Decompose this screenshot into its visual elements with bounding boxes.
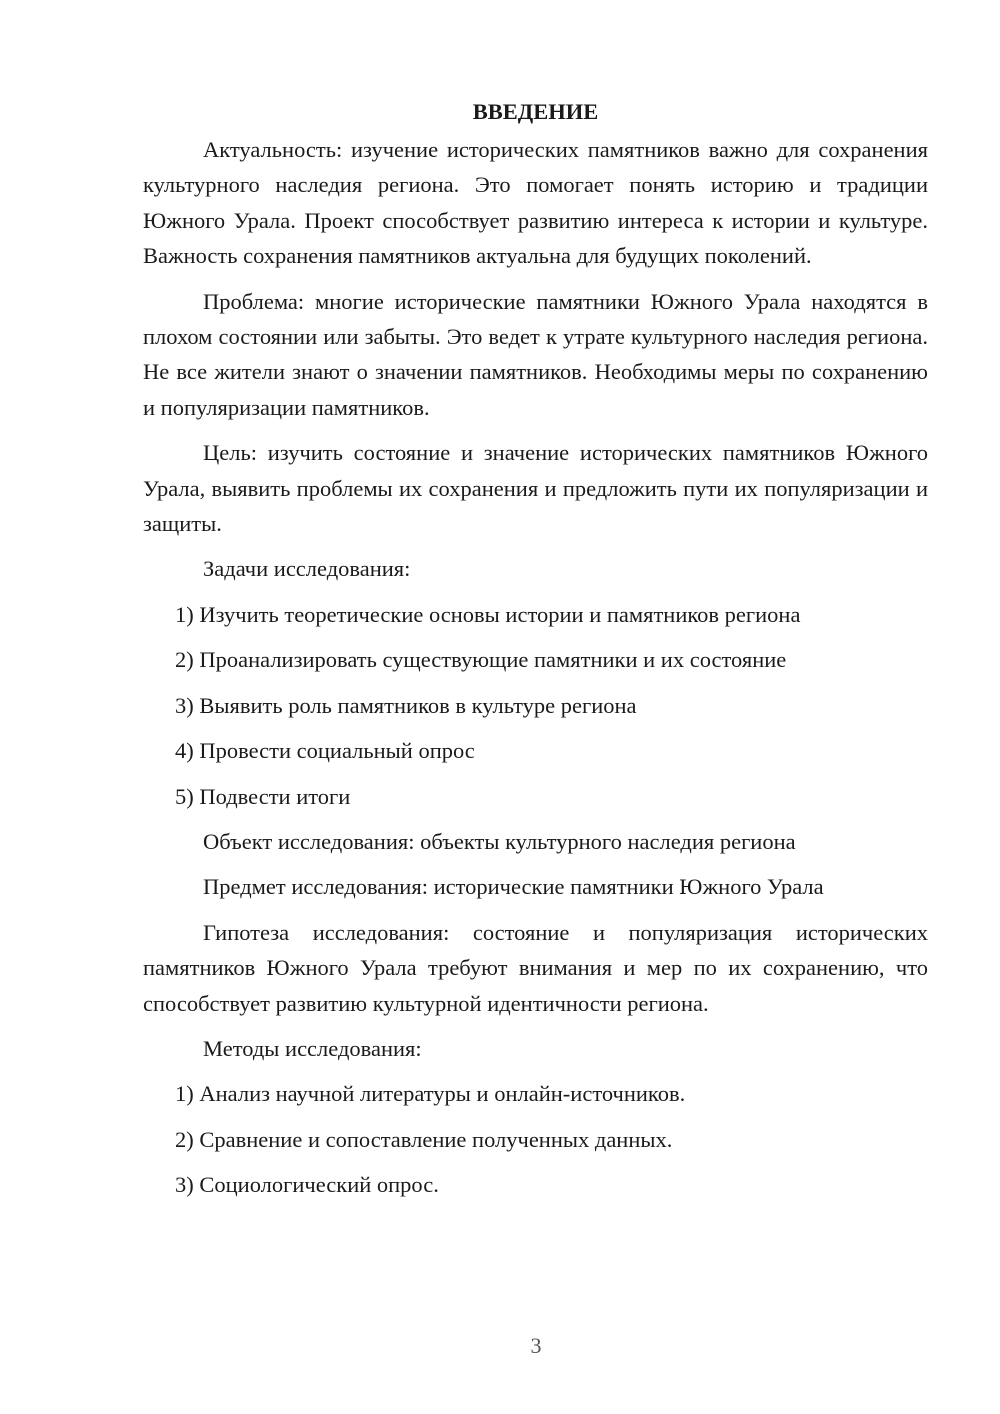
tasks-heading: Задачи исследования: (203, 556, 411, 582)
method-item: 2) Сравнение и сопоставление полученных данных. (175, 1126, 673, 1152)
method-item: 1) Анализ научной литературы и онлайн-источников. (175, 1081, 686, 1107)
task-item: 4) Провести социальный опрос (175, 738, 475, 764)
document-title: ВВЕДЕНИЕ (472, 99, 599, 124)
methods-heading: Методы исследования: (203, 1035, 422, 1061)
page-number: 3 (530, 1333, 542, 1358)
problem-paragraph: Проблема: многие исторические памятники Южного Урала находятся в плохом состоянии или забыты. Это ведет к утрате культурного наследия региона. Не все жители знают о значении памятников. Необходимы меры по сохранению и популяризации памятников. (143, 288, 928, 420)
task-item: 3) Выявить роль памятников в культуре региона (175, 692, 637, 718)
object-line: Объект исследования: объекты культурного наследия региона (203, 828, 796, 854)
task-item: 1) Изучить теоретические основы истории и памятников региона (175, 601, 801, 627)
document-page (143, 96, 928, 1213)
relevance-paragraph: Актуальность: изучение исторических памятников важно для сохранения культурного наследия региона. Это помогает понять историю и традиции Южного Урала. Проект способствует развитию интереса к истории и культуре. Важность сохранения памятников актуальна для будущих поколений. (143, 137, 928, 269)
methods-list (143, 1076, 928, 1202)
task-item: 2) Проанализировать существующие памятники и их состояние (175, 647, 787, 673)
subject-line: Предмет исследования: исторические памятники Южного Урала (203, 874, 824, 900)
task-item: 5) Подвести итоги (175, 783, 351, 809)
tasks-list (143, 597, 928, 814)
hypothesis-paragraph: Гипотеза исследования: состояние и популяризация исторических памятников Южного Урала требуют внимания и мер по их сохранению, что способствует развитию культурной идентичности региона. (143, 919, 928, 1016)
method-item: 3) Социологический опрос. (175, 1172, 439, 1198)
goal-paragraph: Цель: изучить состояние и значение исторических памятников Южного Урала, выявить проблемы их сохранения и предложить пути их популяризации и защиты. (143, 440, 928, 537)
